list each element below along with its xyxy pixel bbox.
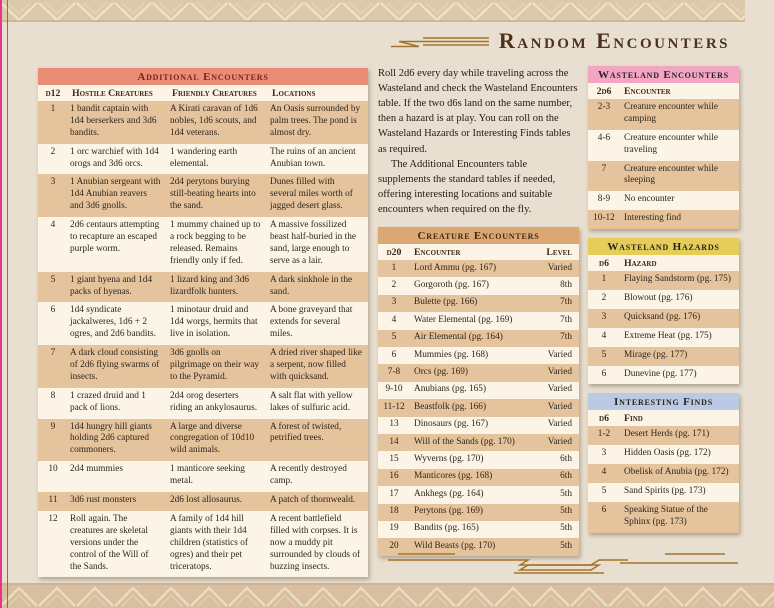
level-cell: 7th [537,330,579,347]
roll-cell: 3 [601,448,607,459]
friendly-creatures-cell: A Kirati caravan of 1d6 nobles, 1d6 scouts, and 1d4 veterans. [168,101,268,144]
roll-cell: 6 [588,502,620,533]
encounter-cell: Bandits (pg. 165) [414,523,479,534]
roll-cell: 4-6 [597,132,611,143]
table-row [38,461,368,492]
encounter-cell: Orcs (pg. 169) [410,364,537,381]
roll-cell: 4 [588,464,620,483]
encounter-cell: Dinosaurs (pg. 167) [414,419,489,430]
table-row [588,210,739,229]
friendly-creatures-cell: 2d4 perytons burying still-beating hearts into the sand. [168,174,268,217]
friendly-creatures-cell: 3d6 gnolls on pilgrimage on their way to the Pyramid. [168,345,268,388]
encounter-cell: Mummies (pg. 168) [414,349,489,360]
column-header: Hazard [624,258,657,270]
table-row [588,464,739,483]
table-row [378,399,579,416]
border-triangle-top [0,0,745,22]
roll-cell: 3 [38,174,68,217]
border-triangle-bottom [0,583,774,608]
roll-cell: 4 [601,330,607,341]
encounter-cell: Creature encounter while sleeping [620,161,739,192]
hostile-creatures-cell: 1d4 syndicate jackalweres, 1d6 + 2 ogres, and 2d6 bandits. [70,305,156,340]
column-header: Encounter [624,86,671,97]
find-cell: Obelisk of Anubia (pg. 172) [620,464,739,483]
table-row [38,492,368,511]
table-row [378,330,579,347]
column-header: Find [624,413,643,425]
hostile-creatures-cell: 1 crazed druid and 1 pack of lions. [70,390,146,413]
locations-cell: A massive fossilized beast half-buried in the sand, large enough to serve as a lair. [270,220,356,266]
roll-cell: 4 [391,314,397,325]
roll-cell: 5 [378,330,410,347]
table-row [588,309,739,328]
level-cell: Varied [537,434,579,451]
roll-cell: 8 [50,390,56,401]
table-title: Creature Encounters [378,227,579,244]
table-row [588,502,739,533]
table-row [38,388,368,419]
column-header: Hostile Creatures [72,88,153,99]
roll-cell: 1 [588,271,620,290]
table-row [588,328,739,347]
data-table [588,255,739,384]
table-row [378,347,579,364]
locations-cell: An Oasis surrounded by palm trees. The pond is almost dry. [268,101,368,144]
encounter-cell: Manticores (pg. 168) [410,469,537,486]
level-cell: 7th [537,295,579,312]
roll-cell: 4 [50,220,56,231]
page-edge-line [0,0,8,608]
table-row [378,260,579,277]
triangle-pattern-icon [0,0,745,22]
encounter-cell: Lord Ammu (pg. 167) [410,260,537,277]
additional-encounters-table [38,68,368,577]
encounter-cell: Wyverns (pg. 170) [414,453,484,464]
column-header: d20 [386,247,402,259]
encounter-cell: Air Elemental (pg. 164) [410,330,537,347]
table-row [588,445,739,464]
middle-column [378,66,579,556]
level-cell: 5th [560,488,572,499]
roll-cell: 2 [50,146,56,157]
column-header-row [38,85,368,101]
encounter-cell: No encounter [624,194,675,205]
level-cell: 5th [537,504,579,521]
right-column [588,66,739,542]
level-cell: Varied [547,384,572,395]
table-row [378,417,579,434]
table-row [588,426,739,445]
encounter-cell: Will of the Sands (pg. 170) [410,434,537,451]
locations-cell: A dried river shaped like a serpent, now filled with quicksand. [268,345,368,388]
intro-paragraph-2: The Additional Encounters table supplements the standard tables if needed, offering interesting locations and suitable encounters when required on the fly. [378,158,556,215]
table-row [38,302,368,345]
locations-cell: A dark sinkhole in the sand. [268,272,368,303]
level-cell: Varied [537,260,579,277]
roll-cell: 6 [391,349,397,360]
roll-cell: 1 [378,260,410,277]
hostile-creatures-cell: 1 orc warchief with 1d4 orogs and 3d6 orcs. [70,146,159,169]
locations-cell: A salt flat with yellow lakes of sulfuric acid. [270,390,353,413]
data-table [378,244,579,556]
friendly-creatures-cell: A family of 1d4 hill giants with their 1d4 children (statistics of ogres) and their pet triceratops. [170,513,248,572]
roll-cell: 5 [588,347,620,366]
intro-paragraph-1: Roll 2d6 every day while traveling across the Wasteland and check the Wasteland Encounters table. If the two d6s land on the same number, then a hazard is at play. You can roll on the Wasteland Hazards or Interesting Finds tables as required. [378,68,578,155]
friendly-creatures-cell: 1 manticore seeking metal. [170,464,245,487]
encounter-cell: Interesting find [620,210,739,229]
table-row [38,101,368,144]
level-cell: 6th [537,469,579,486]
table-row [38,511,368,577]
hazard-cell: Mirage (pg. 177) [620,347,739,366]
encounter-cell: Bulette (pg. 166) [410,295,537,312]
roll-cell: 9 [38,419,68,462]
roll-cell: 7 [588,161,620,192]
interesting-finds-table [588,393,739,532]
friendly-creatures-cell: A large and diverse congregation of 10d10 wild animals. [168,419,268,462]
hostile-creatures-cell: 1 Anubian sergeant with 1d4 Anubian reavers and 3d6 gnolls. [68,174,168,217]
roll-cell: 13 [389,419,399,430]
triangle-pattern-icon [0,583,774,608]
hazard-cell: Blowout (pg. 176) [624,293,693,304]
table-row [588,290,739,309]
column-header-row [588,255,739,271]
roll-cell: 3 [378,295,410,312]
roll-cell: 19 [389,523,399,534]
level-cell: 6th [560,453,572,464]
encounter-cell: Water Elemental (pg. 169) [414,314,513,325]
roll-cell: 20 [378,538,410,555]
table-row [378,521,579,538]
hostile-creatures-cell: A dark cloud consisting of 2d6 flying swarms of insects. [68,345,168,388]
level-cell: 7th [560,314,572,325]
table-title: Wasteland Hazards [588,238,739,255]
creature-encounters-table [378,227,579,556]
table-row [378,469,579,486]
level-cell: 5th [560,523,572,534]
table-row [378,364,579,381]
encounter-cell: Gorgoroth (pg. 167) [414,279,489,290]
table-row [588,99,739,130]
friendly-creatures-cell: 1 wandering earth elemental. [170,146,238,169]
table-row [38,144,368,175]
level-cell: 8th [560,279,572,290]
column-header: Locations [272,88,316,99]
level-cell: Varied [537,399,579,416]
roll-cell: 3 [588,309,620,328]
find-cell: Sand Spirits (pg. 173) [624,486,706,497]
page-header [389,28,730,54]
encounter-cell: Wild Beasts (pg. 170) [410,538,537,555]
table-row [588,271,739,290]
roll-cell: 6 [601,368,607,379]
column-header: d12 [45,88,61,99]
hazard-cell: Dunevine (pg. 177) [624,368,697,379]
data-table [38,85,368,577]
locations-cell: A bone graveyard that extends for several miles. [270,305,353,340]
hostile-creatures-cell: Roll again. The creatures are skeletal versions under the control of the Will of the Sands. [70,513,149,572]
find-cell: Hidden Oasis (pg. 172) [624,448,711,459]
hazard-cell: Extreme Heat (pg. 175) [624,330,712,341]
roll-cell: 18 [378,504,410,521]
table-row [38,217,368,272]
table-title: Interesting Finds [588,393,739,410]
roll-cell: 5 [601,486,607,497]
column-header: 2d6 [596,86,612,97]
roll-cell: 12 [48,513,58,524]
encounter-cell: Perytons (pg. 169) [410,504,537,521]
friendly-creatures-cell: 1 mummy chained up to a rock begging to be released. Remains friendly only if fed. [170,220,261,266]
roll-cell: 2 [391,279,397,290]
roll-cell: 10 [48,464,58,475]
friendly-creatures-cell: 1 minotaur druid and 1d4 worgs, hermits that live in isolation. [170,305,258,340]
column-header: d6 [599,413,609,425]
column-header: Friendly Creatures [172,88,257,99]
roll-cell: 11 [38,492,68,511]
encounter-cell: Anubians (pg. 165) [414,384,487,395]
column-header: Level [546,247,572,259]
locations-cell: A recent battlefield filled with corpses. It is now a muddy pit surrounded by clouds of buzzing insects. [270,513,361,572]
level-cell: Varied [537,364,579,381]
column-header-row [378,244,579,260]
table-row [38,345,368,388]
bottom-flourish-icon [388,546,740,580]
find-cell: Desert Herds (pg. 171) [620,426,739,445]
roll-cell: 10-12 [588,210,620,229]
encounter-cell: Creature encounter while camping [620,99,739,130]
roll-cell: 1-2 [588,426,620,445]
table-row [378,312,579,329]
hostile-creatures-cell: 1 bandit captain with 1d4 berserkers and 3d6 bandits. [68,101,168,144]
hostile-creatures-cell: 1 giant hyena and 1d4 packs of hyenas. [68,272,168,303]
table-row [378,277,579,294]
table-row [38,174,368,217]
table-row [588,483,739,502]
table-row [378,486,579,503]
table-title: Additional Encounters [38,68,368,85]
roll-cell: 17 [389,488,399,499]
table-row [378,451,579,468]
column-header-row [588,83,739,99]
friendly-creatures-cell: 2d6 lost allosaurus. [168,492,268,511]
title-flourish-icon [389,33,489,49]
table-title: Wasteland Encounters [588,66,739,83]
data-table [588,83,739,229]
hostile-creatures-cell: 2d4 mummies [70,464,123,475]
locations-cell: A forest of twisted, petrified trees. [268,419,368,462]
wasteland-hazards-table [588,238,739,384]
column-header: Encounter [414,247,461,259]
table-row [588,347,739,366]
friendly-creatures-cell: 1 lizard king and 3d6 lizardfolk hunters. [168,272,268,303]
level-cell: Varied [547,419,572,430]
hazard-cell: Flaying Sandstorm (pg. 175) [620,271,739,290]
roll-cell: 7-8 [378,364,410,381]
hostile-creatures-cell: 3d6 rust monsters [68,492,168,511]
table-row [588,130,739,161]
locations-cell: The ruins of an ancient Anubian town. [270,146,356,169]
locations-cell: Dunes filled with several miles worth of jagged desert glass. [268,174,368,217]
level-cell: 5th [537,538,579,555]
table-row [588,366,739,385]
encounter-cell: Beastfolk (pg. 166) [410,399,537,416]
hostile-creatures-cell: 1d4 hungry hill giants holding 2d6 captured commoners. [68,419,168,462]
roll-cell: 5 [38,272,68,303]
roll-cell: 6 [50,305,56,316]
roll-cell: 14 [378,434,410,451]
roll-cell: 16 [378,469,410,486]
encounter-cell: Ankhegs (pg. 164) [414,488,484,499]
roll-cell: 1 [38,101,68,144]
level-cell: Varied [547,349,572,360]
wasteland-encounters-table [588,66,739,229]
locations-cell: A recently destroyed camp. [270,464,347,487]
find-cell: Speaking Statue of the Sphinx (pg. 173) [620,502,739,533]
table-row [588,191,739,210]
roll-cell: 2 [601,293,607,304]
hostile-creatures-cell: 2d6 centaurs attempting to recapture an escaped purple worm. [70,220,160,254]
locations-cell: A patch of thornweald. [268,492,368,511]
roll-cell: 2-3 [588,99,620,130]
roll-cell: 11-12 [378,399,410,416]
table-row [588,161,739,192]
table-row [378,434,579,451]
table-row [38,419,368,462]
table-row [38,272,368,303]
table-row [378,295,579,312]
column-header-row [588,410,739,426]
data-table [588,410,739,532]
roll-cell: 15 [389,453,399,464]
roll-cell: 9-10 [385,384,403,395]
hazard-cell: Quicksand (pg. 176) [620,309,739,328]
table-row [378,504,579,521]
encounter-cell: Creature encounter while traveling [624,132,718,155]
table-row [378,382,579,399]
roll-cell: 7 [38,345,68,388]
roll-cell: 8-9 [597,194,611,205]
page-title: Random Encounters [498,28,730,53]
friendly-creatures-cell: 2d4 orog deserters riding an ankylosaurus. [170,390,258,413]
column-header: d6 [599,258,609,270]
